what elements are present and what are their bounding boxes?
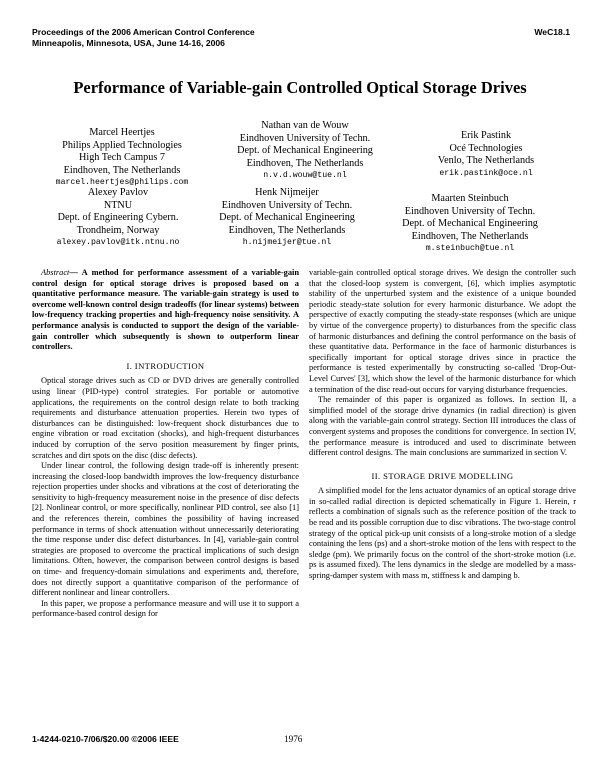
page-number: 1976 [284, 734, 303, 744]
author-affiliation: Dept. of Mechanical Engineering [237, 145, 373, 157]
paragraph: A simplified model for the lens actuator dynamics of an optical storage drive in so-called radial direction is depicted schematically in Figure 1. Herein, r reflects a combination of signals such as the reference position of the track to be read and its possible corruption due to disc vibrations. The two-stage control strategy of the optical pick-up unit consists of a long-stroke motion of a sledge containing the lens (ps) and a short-stroke motion of the lens with respect to the sledge (pm). We primarily focus on the control of the short-stroke motion (i.e. ps is assumed fixed). The lens dynamics in the sledge are modelled by a mass-spring-damper system with mass m, stiffness k and damping b. [309, 486, 577, 581]
paragraph: Optical storage drives such as CD or DVD drives are generally controlled using linear (PID-type) control strategies. For portable or automotive applications, the requirements on the control design relate to both tracking requirements and disturbance attenuation properties. Herein two types of disturbances can be distinguished: low-frequent shock disturbances due to engine vibration or road excitation (shocks), and high-frequent disturbances induced by corruption of the servo position measurement by finger prints, scratches and dirt spots on the disc (disc defects). [32, 376, 299, 460]
paragraph: The remainder of this paper is organized as follows. In section II, a simplified model of the storage drive dynamics (in radial direction) is given along with the variable-gain control strategy. Section III introduces the class of convergent systems and proposes the conditions for convergence. In section IV, the performance measure is introduced and used to discriminate between different control designs. The main conclusions are summarized in section V. [309, 395, 576, 458]
author-affiliation: Eindhoven University of Techn. [404, 205, 536, 217]
author-affiliation: Eindhoven University of Techn. [239, 132, 371, 144]
section-heading-introduction: I. INTRODUCTION [126, 360, 205, 371]
author-name: Marcel Heertjes [89, 127, 155, 138]
author-affiliation: High Tech Campus 7 [79, 152, 165, 164]
author-email: erik.pastink@oce.nl [439, 168, 533, 178]
left-column [32, 268, 299, 620]
author-email: marcel.heertjes@philips.com [55, 178, 189, 188]
author-affiliation: Dept. of Mechanical Engineering [219, 212, 355, 224]
author-block-pastink [438, 130, 534, 180]
author-block-van-de-wouw [237, 120, 373, 183]
author-block-steinbuch [402, 193, 538, 256]
author-email: h.nijmeijer@tue.nl [242, 238, 332, 248]
abstract-text: — A method for performance assessment of a variable-gain control design for optical storage drives is proposed based on a quantitative performance measure. The variable-gain strategy is used to overcome well-known control design tradeoffs (for linear systems) between low-frequency tracking properties and high-frequency noise sensitivity. A performance analysis is conducted to support the design of the variable-gain controller which subsequently is shown to outperform linear controllers. [32, 268, 299, 352]
author-affiliation: Eindhoven, The Netherlands [228, 224, 346, 236]
author-email: n.v.d.wouw@tue.nl [263, 171, 347, 181]
author-name: Nathan van de Wouw [261, 120, 349, 131]
proceedings-line-1: Proceedings of the 2006 American Control Conference [32, 27, 255, 37]
abstract [32, 268, 299, 353]
author-block-nijmeijer [219, 187, 355, 250]
right-column [309, 268, 576, 582]
author-name: Alexey Pavlov [87, 187, 149, 198]
section-heading-modelling: II. STORAGE DRIVE MODELLING [371, 470, 514, 481]
author-name: Erik Pastink [460, 130, 512, 141]
proceedings-header [32, 27, 255, 49]
paragraph: In this paper, we propose a performance measure and will use it to support a performance-based control design for [32, 598, 299, 619]
abstract-label: Abstract [41, 268, 70, 277]
author-affiliation: Océ Technologies [449, 142, 523, 154]
author-affiliation: NTNU [103, 199, 133, 211]
paragraph: Under linear control, the following design trade-off is inherently present: increasing the closed-loop bandwidth improves the low-frequency disturbance rejection properties under shocks and vibrations at the cost of deteriorating the sensitivity to high-frequency measurement noise in the presence of disc defects [2]. Nonlinear control, or more specifically, nonlinear PID control, see also [1] and the references therein, combines the possibility of having increased performance in terms of shock attenuation without unnecessarily deteriorating the time response under disc defect disturbances. In [4], variable-gain control strategies are proposed to overcome the practical implications of such design limitations. Often, however, the comparison between control designs is based on time- and frequency-domain simulations and experiments and, therefore, does not directly support a quantitative comparison of the performance of different nonlinear and linear controllers. [32, 461, 299, 598]
author-affiliation: Dept. of Mechanical Engineering [402, 218, 538, 230]
author-affiliation: Dept. of Engineering Cybern. [57, 212, 179, 224]
proceedings-line-2: Minneapolis, Minnesota, USA, June 14-16, 2006 [32, 38, 225, 48]
session-code: WeC18.1 [534, 27, 570, 37]
author-affiliation: Philips Applied Technologies [62, 139, 182, 151]
author-affiliation: Eindhoven, The Netherlands [411, 230, 529, 242]
isbn-footer: 1-4244-0210-7/06/$20.00 ©2006 IEEE [32, 734, 179, 744]
author-email: alexey.pavlov@itk.ntnu.no [56, 238, 180, 248]
author-name: Henk Nijmeijer [255, 187, 319, 198]
author-affiliation: Eindhoven, The Netherlands [63, 164, 181, 176]
paper-title: Performance of Variable-gain Controlled Optical Storage Drives [73, 78, 527, 97]
author-block-pavlov [57, 187, 180, 250]
author-affiliation: Trondheim, Norway [76, 224, 160, 236]
author-block-heertjes [56, 127, 189, 190]
author-affiliation: Eindhoven, The Netherlands [246, 157, 364, 169]
author-affiliation: Eindhoven University of Techn. [221, 199, 353, 211]
author-email: m.steinbuch@tue.nl [425, 244, 515, 254]
paragraph: variable-gain controlled optical storage drives. We design the controller such that the closed-loop system is convergent, [6], which implies asymptotic stability of the unperturbed system and the existence of a unique bounded periodic steady-state solution for every harmonic disturbance. We adopt the perspective of exactly computing the steady-state responses (which are unique by virtue of the convergence property) to disturbances from the specific class of harmonic disturbances and defining the control performance on the basis of these quantitative data. Performance in the face of harmonic disturbances is specifically important for optical storage drives since in practice the performance is tested experimentally by constructing so-called 'Drop-Out-Level Curves' [3], which show the level of the harmonic disturbance for which a termination of the disc read-out occurs for varying disturbance frequencies. [309, 268, 576, 394]
author-name: Maarten Steinbuch [431, 193, 509, 204]
author-affiliation: Venlo, The Netherlands [437, 155, 535, 167]
